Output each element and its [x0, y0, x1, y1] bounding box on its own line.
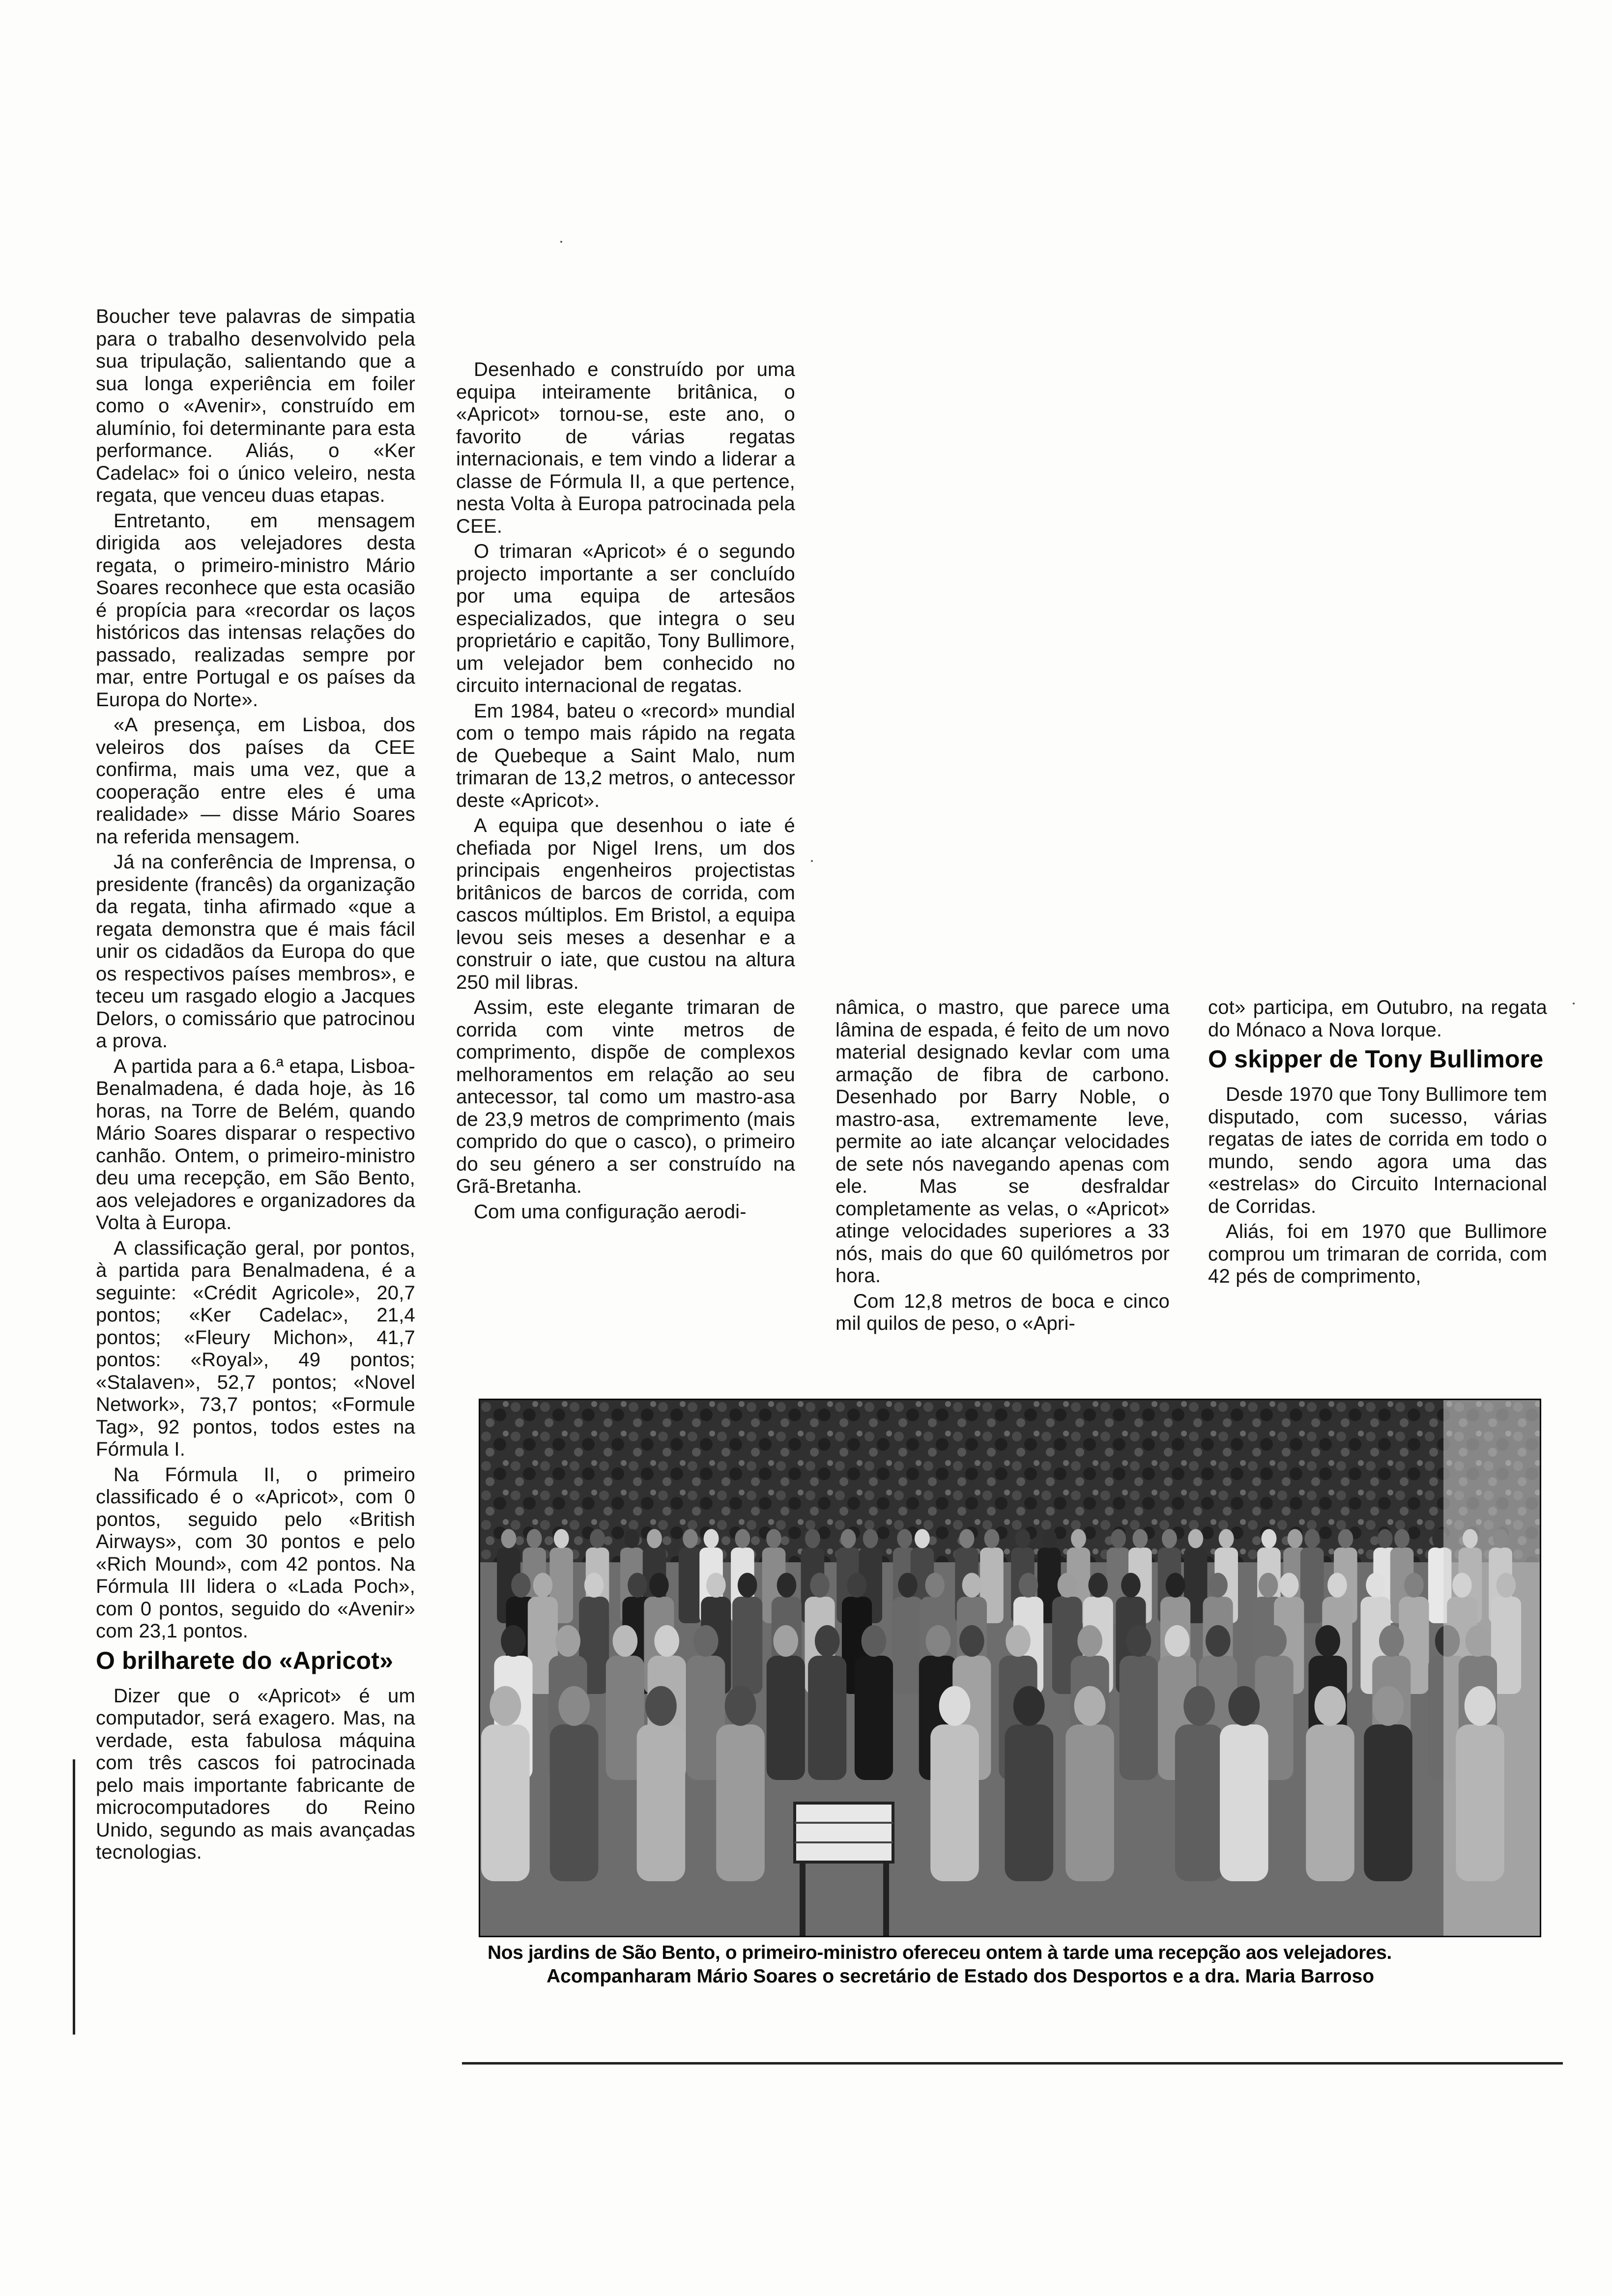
caption-line-1: Nos jardins de São Bento, o primeiro-ministro ofereceu ontem à tarde uma recepção aos velejadores.	[488, 1942, 1392, 1963]
person-head	[1262, 1625, 1287, 1657]
paragraph: Dizer que o «Apricot» é um computador, será exagero. Mas, na verdade, esta fabulosa máquina com três cascos foi patrocinada pelo mais importante fabricante de microcomputadores do Reino Unido, segundo as mais avançadas tecnologias.	[96, 1685, 415, 1863]
person-head	[805, 1529, 820, 1548]
person-head	[1288, 1529, 1303, 1548]
paragraph: O trimaran «Apricot» é o segundo projecto importante a ser concluído por uma equipa de artesãos especializados, que integra o seu proprietário e capitão, Tony Bullimore, um velejador bem conhecido no circuito internacional de regatas.	[456, 541, 795, 696]
person-head	[1041, 1529, 1057, 1548]
photo-caption	[488, 1941, 1549, 1988]
person-head	[1394, 1529, 1410, 1548]
person-head	[1126, 1625, 1151, 1657]
person-head	[1315, 1625, 1340, 1657]
person-head	[984, 1529, 1000, 1548]
person-head	[1262, 1529, 1277, 1548]
person-head	[962, 1573, 982, 1597]
person-head	[511, 1573, 531, 1597]
person-head	[735, 1529, 750, 1548]
person-head	[1133, 1529, 1148, 1548]
paragraph: A partida para a 6.ª etapa, Lisboa-Benalmadena, é dada hoje, às 16 horas, na Torre de Belém, quando Mário Soares disparar o respectivo canhão. Ontem, o primeiro-ministro deu uma recepção, em São Bento, aos velejadores e organizadores da Volta à Europa.	[96, 1055, 415, 1234]
person-head	[863, 1529, 878, 1548]
paragraph: Entretanto, em mensagem dirigida aos velejadores desta regata, o primeiro-ministro Mário Soares reconhece que esta ocasião é propícia para «recordar os laços históricos das intensas relações do passado, realizadas sempre por mar, entre Portugal e os países da Europa do Norte».	[96, 510, 415, 711]
person-head	[766, 1529, 781, 1548]
person-head	[501, 1529, 517, 1548]
speck	[811, 860, 813, 862]
paragraph: A equipa que desenhou o iate é chefiada por Nigel Irens, um dos principais engenheiros projectistas britânicos de barcos de corrida, com cascos múltiplos. Em Bristol, a equipa levou seis meses a desenhar e a construir o iate, que custou na altura 250 mil libras.	[456, 815, 795, 993]
person-head	[647, 1529, 662, 1548]
person-head	[590, 1529, 605, 1548]
person-head	[1058, 1573, 1077, 1597]
person-head	[925, 1573, 945, 1597]
paragraph: Em 1984, bateu o «record» mundial com o tempo mais rápido na regata de Quebeque a Saint Malo, num trimaran de 13,2 metros, o antecessor deste «Apricot».	[456, 700, 795, 811]
person-head	[1404, 1573, 1424, 1597]
person-head	[628, 1573, 647, 1597]
person-head	[554, 1529, 569, 1548]
person-silhouette	[732, 1597, 762, 1694]
person-head	[1162, 1529, 1177, 1548]
person-head	[1208, 1573, 1228, 1597]
reception-photo	[479, 1399, 1541, 1937]
person-silhouette	[1306, 1724, 1354, 1881]
person-head	[527, 1529, 542, 1548]
paragraph: Com uma configuração aerodi-	[474, 1201, 747, 1223]
speck	[560, 241, 562, 243]
margin-rule	[73, 1759, 75, 2035]
person-silhouette	[855, 1656, 893, 1780]
paragraph: Desenhado e construído por uma equipa inteiramente britânica, o «Apricot» tornou-se, este ano, o favorito de várias regatas internacionais, e tem vindo a liderar a classe de Fórmula II, a que pertence, nesta Volta à Europa patrocinada pela CEE.	[456, 359, 795, 537]
paragraph: Aliás, foi em 1970 que Bullimore comprou um trimaran de corrida, com 42 pés de comprimento,	[1208, 1221, 1547, 1287]
paragraph: Na Fórmula II, o primeiro classificado é o «Apricot», com 0 pontos, seguido pelo «British Airways», com 30 pontos e pelo «Rich Mound», com 42 pontos. Na Fórmula III lidera o «Lada Poch», com 0 pontos, seguido do «Avenir» com 23,1 pontos.	[96, 1464, 415, 1642]
person-head	[810, 1573, 830, 1597]
person-head	[704, 1529, 719, 1548]
person-head	[1206, 1625, 1231, 1657]
person-head	[1373, 1686, 1404, 1726]
article-column-3	[835, 997, 1170, 1335]
person-silhouette	[481, 1724, 530, 1881]
person-head	[1379, 1625, 1404, 1657]
person-head	[654, 1625, 679, 1657]
person-head	[1013, 1686, 1045, 1726]
person-head	[915, 1529, 930, 1548]
subheading-skipper: O skipper de Tony Bullimore	[1208, 1045, 1544, 1073]
person-head	[1315, 1686, 1346, 1726]
person-head	[939, 1686, 971, 1726]
person-silhouette	[1005, 1724, 1053, 1881]
article-column-4	[1208, 997, 1547, 1288]
person-head	[613, 1625, 638, 1657]
person-head	[1015, 1529, 1031, 1548]
person-head	[1378, 1529, 1393, 1548]
person-head	[1338, 1529, 1353, 1548]
person-head	[555, 1625, 580, 1657]
person-silhouette	[767, 1656, 805, 1780]
person-head	[693, 1625, 719, 1657]
person-head	[1327, 1573, 1347, 1597]
person-head	[1077, 1625, 1102, 1657]
paragraph: cot» participa, em Outubro, na regata do Mónaco a Nova Iorque.	[1208, 997, 1547, 1041]
person-head	[777, 1573, 797, 1597]
person-head	[926, 1625, 951, 1657]
person-head	[898, 1573, 918, 1597]
paragraph: Já na conferência de Imprensa, o presidente (francês) da organização da regata, tinha afirmado «que a regata demonstra que é mais fácil unir os cidadãos da Europa do que os respectivos países membros», e teceu um rasgado elogio a Jacques Delors, o comissário que patrocinou a prova.	[96, 851, 415, 1052]
person-head	[1088, 1573, 1108, 1597]
person-head	[1228, 1686, 1260, 1726]
person-head	[774, 1625, 799, 1657]
person-silhouette	[716, 1724, 765, 1881]
paragraph: Com 12,8 metros de boca e cinco mil quilos de peso, o «Apri-	[835, 1290, 1170, 1334]
person-head	[683, 1529, 698, 1548]
person-head	[1259, 1573, 1278, 1597]
person-head	[1074, 1686, 1106, 1726]
person-silhouette	[1220, 1724, 1268, 1881]
person-head	[897, 1529, 912, 1548]
paragraph: A classificação geral, por pontos, à partida para Benalmadena, é a seguinte: «Crédit Agricole», 20,7 pontos; «Ker Cadelac», 21,4 pontos; «Fleury Michon», 41,7 pontos: «Royal», 49 pontos; «Stalaven», 52,7 pontos; «Novel Network», 73,7 pontos; «Formule Tag», 92 pontos, todos estes na Fórmula I.	[96, 1237, 415, 1460]
paragraph: nâmica, o mastro, que parece uma lâmina de espada, é feito de um novo material designado kevlar com uma armação de fibra de carbono. Desenhado por Barry Noble, o mastro-asa, extremamente leve, permite ao iate alcançar velocidades de sete nós navegando apenas com ele. Mas se desfraldar completamente as velas, o «Apricot» atinge velocidades superiores a 33 nós, mais do que 60 quilómetros por hora.	[835, 997, 1170, 1287]
person-head	[959, 1529, 975, 1548]
article-column-2	[456, 359, 795, 1223]
person-head	[645, 1686, 677, 1726]
person-head	[1366, 1573, 1385, 1597]
paragraph: Boucher teve palavras de simpatia para o trabalho desenvolvido pela sua tripulação, salientando que a sua longa experiência em foiler como o «Avenir», construído em alumínio, foi determinante para esta performance. Aliás, o «Ker Cadelac» foi o único veleiro, nesta regata, que venceu duas etapas.	[96, 306, 415, 506]
person-silhouette	[1120, 1656, 1158, 1780]
person-head	[847, 1573, 867, 1597]
person-silhouette	[679, 1548, 702, 1623]
person-head	[533, 1573, 553, 1597]
person-head	[649, 1573, 669, 1597]
person-silhouette	[808, 1656, 846, 1780]
person-head	[1304, 1529, 1320, 1548]
person-head	[1071, 1529, 1086, 1548]
person-head	[501, 1625, 526, 1657]
crowd-photo-graphic	[480, 1400, 1540, 1936]
person-head	[706, 1573, 726, 1597]
person-head	[489, 1686, 521, 1726]
person-head	[1121, 1573, 1141, 1597]
person-silhouette	[550, 1724, 599, 1881]
article-column-1	[96, 306, 415, 1864]
person-head	[1019, 1573, 1038, 1597]
speck	[1573, 1003, 1575, 1004]
person-silhouette	[1175, 1724, 1224, 1881]
person-silhouette	[930, 1724, 979, 1881]
person-head	[1006, 1625, 1031, 1657]
person-head	[725, 1686, 756, 1726]
person-head	[738, 1573, 757, 1597]
person-head	[1111, 1529, 1126, 1548]
person-head	[558, 1686, 590, 1726]
person-head	[1183, 1686, 1215, 1726]
paragraph: «A presença, em Lisboa, dos veleiros dos países da CEE confirma, mais uma vez, que a cooperação entre eles é uma realidade» — disse Mário Soares na referida mensagem.	[96, 714, 415, 848]
paragraph: Assim, este elegante trimaran de corrida com vinte metros de comprimento, dispõe de complexos melhoramentos em relação ao seu antecessor, tal como um mastro-asa de 23,9 metros de comprimento (mais comprido do que o casco), o primeiro do seu género a ser construído na Grã-Bretanha.	[456, 997, 795, 1197]
paragraph: Desde 1970 que Tony Bullimore tem disputado, com sucesso, várias regatas de iates de corrida em todo o mundo, sendo agora uma das «estrelas» do Circuito Internacional de Corridas.	[1208, 1084, 1547, 1217]
person-head	[959, 1625, 984, 1657]
person-head	[1219, 1529, 1234, 1548]
person-head	[1166, 1573, 1185, 1597]
person-head	[1165, 1625, 1190, 1657]
person-head	[1279, 1573, 1299, 1597]
bottom-rule	[462, 2062, 1563, 2065]
person-silhouette	[637, 1724, 686, 1881]
person-silhouette	[1364, 1724, 1412, 1881]
subheading-brilharete: O brilharete do «Apricot»	[96, 1646, 394, 1674]
person-head	[1188, 1529, 1203, 1548]
person-head	[862, 1625, 887, 1657]
person-silhouette	[892, 1597, 922, 1694]
person-head	[584, 1573, 604, 1597]
caption-line-2: Acompanharam Mário Soares o secretário de Estado dos Desportos e a dra. Maria Barroso	[547, 1966, 1375, 1987]
person-head	[815, 1625, 840, 1657]
person-head	[624, 1529, 639, 1548]
person-head	[841, 1529, 856, 1548]
person-silhouette	[1065, 1724, 1114, 1881]
